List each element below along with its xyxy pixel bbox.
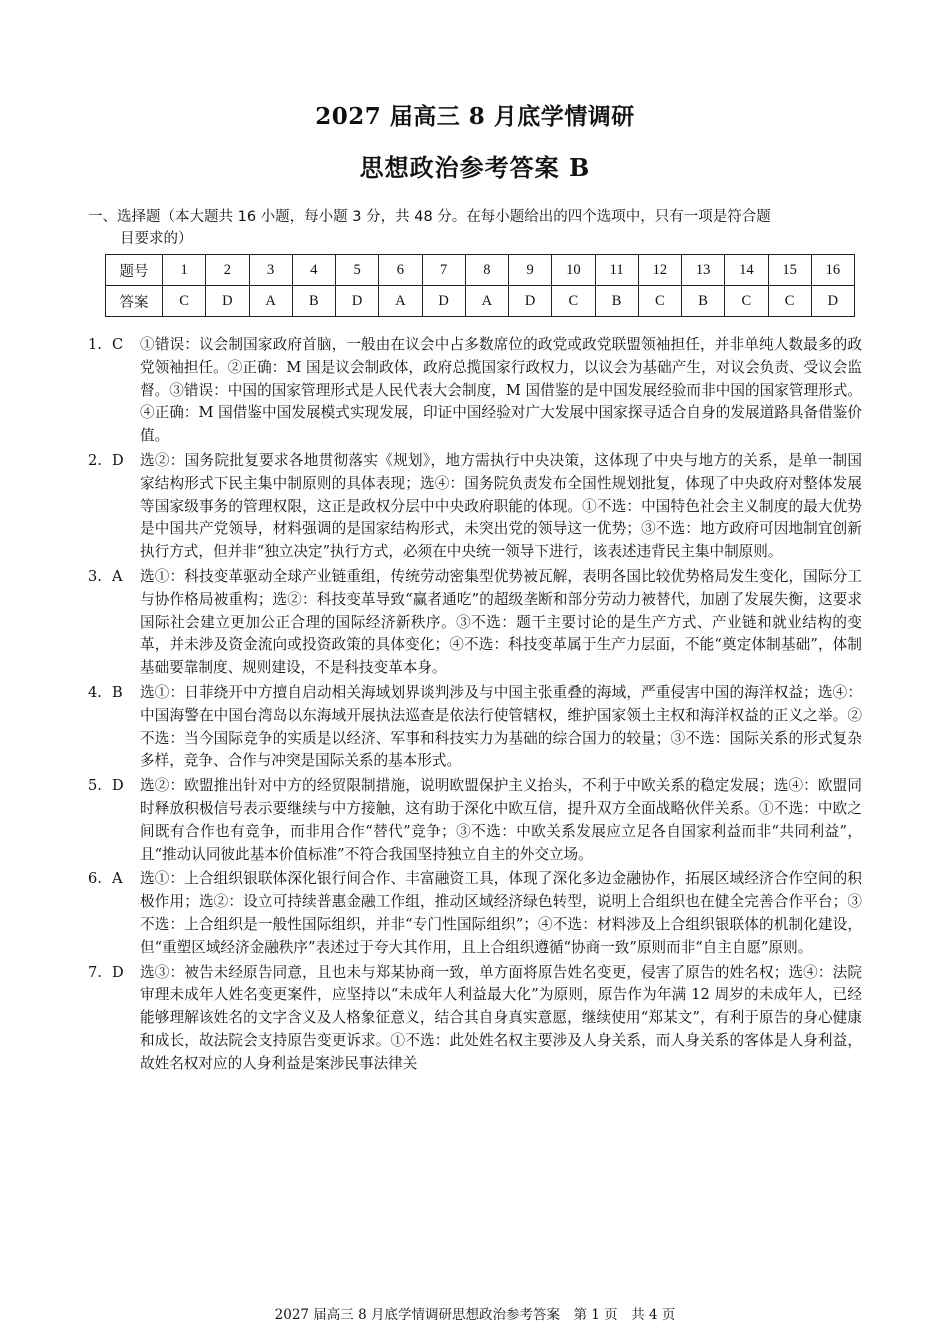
item-answer: D [112,777,124,795]
exam-title: 2027 届高三 8 月底学情调研 [315,103,635,130]
item-explanation: 选②：欧盟推出针对中方的经贸限制措施，说明欧盟保护主义抬头，不利于中欧关系的稳定发展；选④：欧盟同时释放积极信号表示要继续与中方接触，这有助于深化中欧互信，提升双方全面战略伙伴关系。①不选：中欧之间既有合作也有竞争，而非用合作“替代”竞争；③不选：中欧关系发展应立足各自国家利益而非“共同利益”，且“推动认同彼此基本价值标准”不符合我国坚持独立自主的外交立场。 [140,777,862,863]
answer-cell: A [379,286,422,317]
section-heading [88,206,870,250]
answer-key-title: 思想政治参考答案 B [359,153,591,182]
question-number-cell: 10 [552,255,595,286]
question-number-cell: 2 [206,255,249,286]
answer-cell: C [552,286,595,317]
explanation-item [88,868,862,959]
answer-cell: D [336,286,379,317]
question-number-cell: 3 [249,255,292,286]
item-number: 4. [88,683,102,701]
answer-cell: B [595,286,638,317]
answer-cell: C [768,286,811,317]
row-label-answer: 答案 [106,286,163,317]
question-number-cell: 4 [292,255,335,286]
answer-row [106,286,855,317]
question-number-cell: 9 [509,255,552,286]
answer-cell: C [725,286,768,317]
explanation-list [88,334,862,1078]
explanation-item [88,682,862,773]
explanation-item [88,334,862,448]
answer-cell: A [249,286,292,317]
item-explanation: 选①：上合组织银联体深化银行间合作、丰富融资工具，体现了深化多边金融协作，拓展区域经济合作空间的积极作用；选②：设立可持续普惠金融工作组，推动区域经济绿色转型，说明上合组织也在健全完善合作平台；③不选：上合组织是一般性国际组织，并非“专门性国际组织”；④不选：材料涉及上合组织银联体的机制化建设，但“重塑区域经济金融秩序”表述过于夸大其作用，且上合组织遵循“协商一致”原则而非“自主自愿”原则。 [140,870,862,956]
answer-cell: C [163,286,206,317]
question-number-cell: 7 [422,255,465,286]
explanation-item [88,450,862,564]
item-number: 2. [88,451,102,469]
question-number-cell: 16 [811,255,854,286]
item-number: 7. [88,963,102,981]
item-number: 1. [88,336,102,353]
answer-cell: B [682,286,725,317]
item-number: 5. [88,777,102,795]
question-number-cell: 13 [682,255,725,286]
answer-cell: A [465,286,508,317]
section-heading-line1: 一、选择题（本大题共 16 小题，每小题 3 分，共 48 分。在每小题给出的四个选项中，只有一项是符合题 [88,209,771,225]
question-number-cell: 15 [768,255,811,286]
explanation-item [88,962,862,1076]
question-number-row [106,255,855,286]
item-answer: A [112,567,123,585]
item-explanation: 选②：国务院批复要求各地贯彻落实《规划》，地方需执行中央决策，这体现了中央与地方的关系，是单一制国家结构形式下民主集中制原则的具体表现；选④：国务院负责发布全国性规划批复，体现了中央政府对整体发展等国家级事务的管理权限，这正是政权分层中中央政府职能的体现。①不选：中国特色社会主义制度的最大优势是中国共产党领导，材料强调的是国家结构形式，未突出党的领导这一优势；③不选：地方政府可因地制宜创新执行方式，但并非“独立决定”执行方式，必须在中央统一领导下进行，该表述违背民主集中制原则。 [140,451,862,561]
item-explanation: 选①：科技变革驱动全球产业链重组，传统劳动密集型优势被瓦解，表明各国比较优势格局发生变化，国际分工与协作格局被重构；选②：科技变革导致“赢者通吃”的超级垄断和部分劳动力被替代，加剧了发展失衡，这要求国际社会建立更加公正合理的国际经济新秩序。③不选：题干主要讨论的是生产方式、产业链和就业结构的变革，并未涉及资金流向或投资政策的具体变化；④不选：科技变革属于生产力层面，不能“奠定体制基础”，体制基础要靠制度、规则建设，不是科技变革本身。 [140,567,862,677]
item-explanation: 选①：日菲绕开中方擅自启动相关海域划界谈判涉及与中国主张重叠的海域，严重侵害中国的海洋权益；选④：中国海警在中国台湾岛以东海域开展执法巡查是依法行使管辖权，维护国家领土主权和海洋权益的正义之举。②不选：当今国际竞争的实质是以经济、军事和科技实力为基础的综合国力的较量；③不选：国际关系的形式复杂多样，竞争、合作与冲突是国际关系的基本形式。 [140,683,862,770]
page-footer: 2027 届高三 8 月底学情调研思想政治参考答案 第 1 页 共 4 页 [274,1307,676,1323]
question-number-cell: 5 [336,255,379,286]
question-number-cell: 6 [379,255,422,286]
question-number-cell: 11 [595,255,638,286]
item-answer: A [112,870,123,888]
answer-cell: B [292,286,335,317]
section-heading-line2: 目要求的） [120,231,193,247]
answer-cell: C [638,286,681,317]
answer-cell: D [811,286,854,317]
item-answer: D [112,451,124,469]
explanation-item [88,566,862,680]
answer-cell: D [206,286,249,317]
answer-table [105,254,855,317]
question-number-cell: 12 [638,255,681,286]
item-explanation: 选③：被告未经原告同意，且也未与郑某协商一致，单方面将原告姓名变更，侵害了原告的姓名权；选④：法院审理未成年人姓名变更案件，应坚持以“未成年人利益最大化”为原则，原告作为年满 12 周岁的未成年人，已经能够理解该姓名的文字含义及人格象征意义，结合其自身真实意愿，继续使用“郑某文”，有利于原告的身心健康和成长，故法院会支持原告变更诉求。①不选：此处姓名权主要涉及人身关系，而人身关系的客体是人身利益，故姓名权对应的人身利益是案涉民事法律关 [140,963,862,1072]
row-label-number: 题号 [106,255,163,286]
answer-cell: D [422,286,465,317]
item-number: 3. [88,567,102,585]
item-number: 6. [88,870,102,888]
item-answer: C [112,336,124,353]
item-explanation: ①错误：议会制国家政府首脑，一般由在议会中占多数席位的政党或政党联盟领袖担任，并非单纯人数最多的政党领袖担任。②正确：M 国是议会制政体，政府总揽国家行政权力，以议会为基础产生，对议会负责、受议会监督。③错误：中国的国家管理形式是人民代表大会制度，M 国借鉴的是中国发展经验而非中国的国家管理形式。④正确：M 国借鉴中国发展模式实现发展，印证中国经验对广大发展中国家探寻适合自身的发展道路具备借鉴价值。 [140,336,862,445]
answer-cell: D [509,286,552,317]
question-number-cell: 14 [725,255,768,286]
question-number-cell: 1 [163,255,206,286]
item-answer: D [112,963,124,981]
item-answer: B [112,683,123,701]
question-number-cell: 8 [465,255,508,286]
explanation-item [88,775,862,866]
